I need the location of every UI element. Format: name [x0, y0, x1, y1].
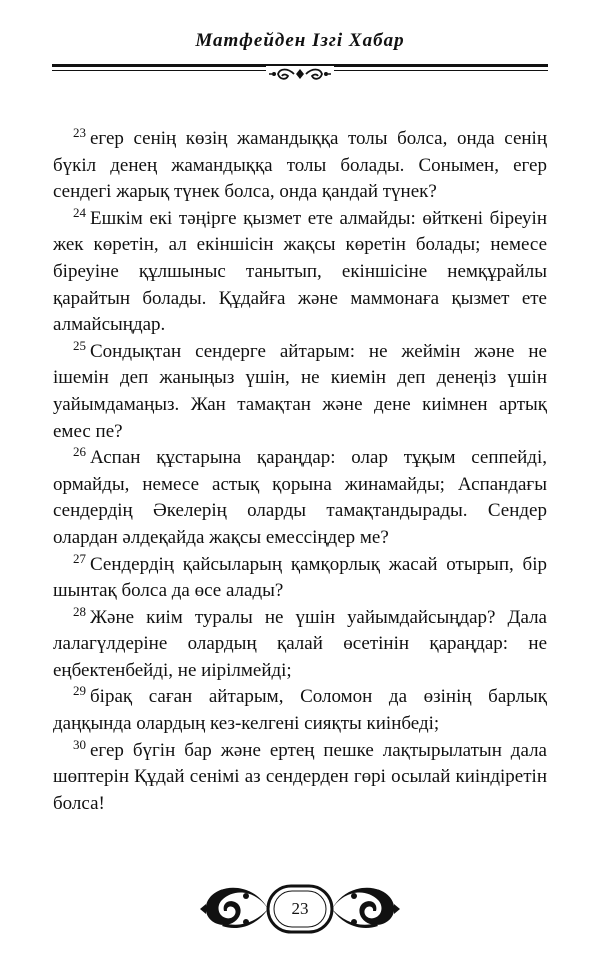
verse-text: егер бүгін бар және ертең пешке лақтырылатын дала шөптерін Құдай сенімі аз сендерден гөрі осылай киіндіретін болса! — [53, 739, 547, 814]
verse-27 — [53, 552, 547, 605]
page-number: 23 — [291, 899, 309, 918]
scripture-text — [53, 126, 547, 817]
book-title: Матфейден Ізгі Хабар — [195, 30, 405, 51]
verse-24 — [53, 206, 547, 339]
verse-number: 27 — [73, 550, 86, 566]
verse-number: 25 — [73, 337, 86, 353]
verse-text: Ешкім екі тәңірге қызмет ете алмайды: өйткені біреуін жек көретін, ал екіншісін жақсы көретін болады; немесе біреуіне құлшыныс танытып, екіншісіне немқұрайлы қарайтын болады. Құдайға және маммонаға қызмет ете алмайсыңдар. — [53, 207, 547, 336]
verse-number: 28 — [73, 603, 86, 619]
verse-text: Аспан құстарына қараңдар: олар тұқым сеппейді, ормайды, немесе астық қорына жинамайды; Аспандағы сендердің Әкелерің оларды тамақтандырады. Сендер олардан әлдеқайда жақсы емессіңдер ме? — [53, 447, 547, 548]
verse-text: егер сенің көзің жамандыққа толы болса, онда сенің бүкіл денең жамандыққа толы болады. Сонымен, егер сендегі жарық түнек болса, онда қандай түнек? — [53, 128, 547, 203]
verse-25 — [53, 339, 547, 445]
verse-30 — [53, 738, 547, 818]
verse-text: Сондықтан сендерге айтарым: не жеймін және не ішемін деп жаныңыз үшін, не киемін деп денеңіз үшін уайымдамаңыз. Жан тамақтан және дене киімнен артық емес пе? — [53, 340, 547, 442]
verse-text: бірақ саған айтарым, Соломон да өзінің барлық даңқында олардың кез-келгені сияқты киінбеді; — [53, 686, 547, 735]
verse-number: 24 — [73, 204, 86, 220]
header-ornament-icon — [266, 66, 334, 88]
verse-text: Және киім туралы не үшін уайымдайсыңдар? Дала лалагүлдеріне олардың қалай өсетінін қараңдар: не еңбектенбейді, не иірілмейді; — [53, 606, 547, 681]
verse-number: 29 — [73, 683, 86, 699]
verse-text: Сендердің қайсыларың қамқорлық жасай отырып, бір шынтақ болса да өсе алады? — [53, 553, 547, 602]
verse-number: 23 — [73, 125, 86, 140]
verse-29 — [53, 684, 547, 737]
verse-number: 26 — [73, 444, 86, 460]
verse-23 — [53, 126, 547, 206]
verse-28 — [53, 605, 547, 685]
verse-26 — [53, 445, 547, 551]
verse-number: 30 — [73, 736, 86, 752]
